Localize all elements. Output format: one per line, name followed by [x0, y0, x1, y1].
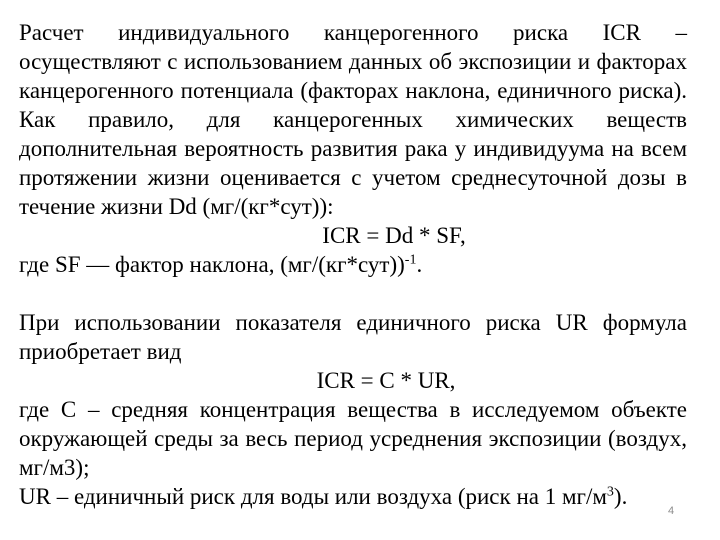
ur-definition	[19, 482, 687, 511]
c-definition: где С – средняя концентрация вещества в исследуемом объекте окружающей среды за весь период усреднения экспозиции (воздух, мг/м3);	[19, 397, 687, 480]
unit-risk-paragraph: При использовании показателя единичного риска UR формула приобретает вид	[19, 310, 687, 364]
sf-definition-text: где SF — фактор наклона, (мг/(кг*сут))	[19, 252, 405, 277]
icr-concentration-formula: ICR = С * UR,	[316, 368, 456, 393]
page-number: 4	[668, 505, 675, 517]
paragraph-gap	[19, 279, 687, 308]
ur-definition-end: ).	[613, 484, 628, 509]
ur-definition-text: UR – единичный риск для воды или воздуха (риск на 1 мг/м	[19, 484, 607, 509]
sf-definition-exponent: -1	[404, 252, 417, 268]
icr-dose-formula: ICR = Dd * SF,	[322, 223, 466, 248]
slide-text-body	[19, 18, 687, 511]
sf-definition-end: .	[416, 252, 423, 277]
ur-definition-exponent: 3	[606, 484, 614, 500]
sf-definition	[19, 250, 687, 279]
intro-paragraph: Расчет индивидуального канцерогенного риска ICR – осуществляют с использованием данных об экспозиции и факторах канцерогенного потенциала (факторах наклона, единичного риска). Как правило, для канцерогенных химических веществ дополнительная вероятность развития рака у индивидуума на всем протяжении жизни оценивается с учетом среднесуточной дозы в течение жизни Dd (мг/(кг*сут)):	[19, 20, 687, 219]
